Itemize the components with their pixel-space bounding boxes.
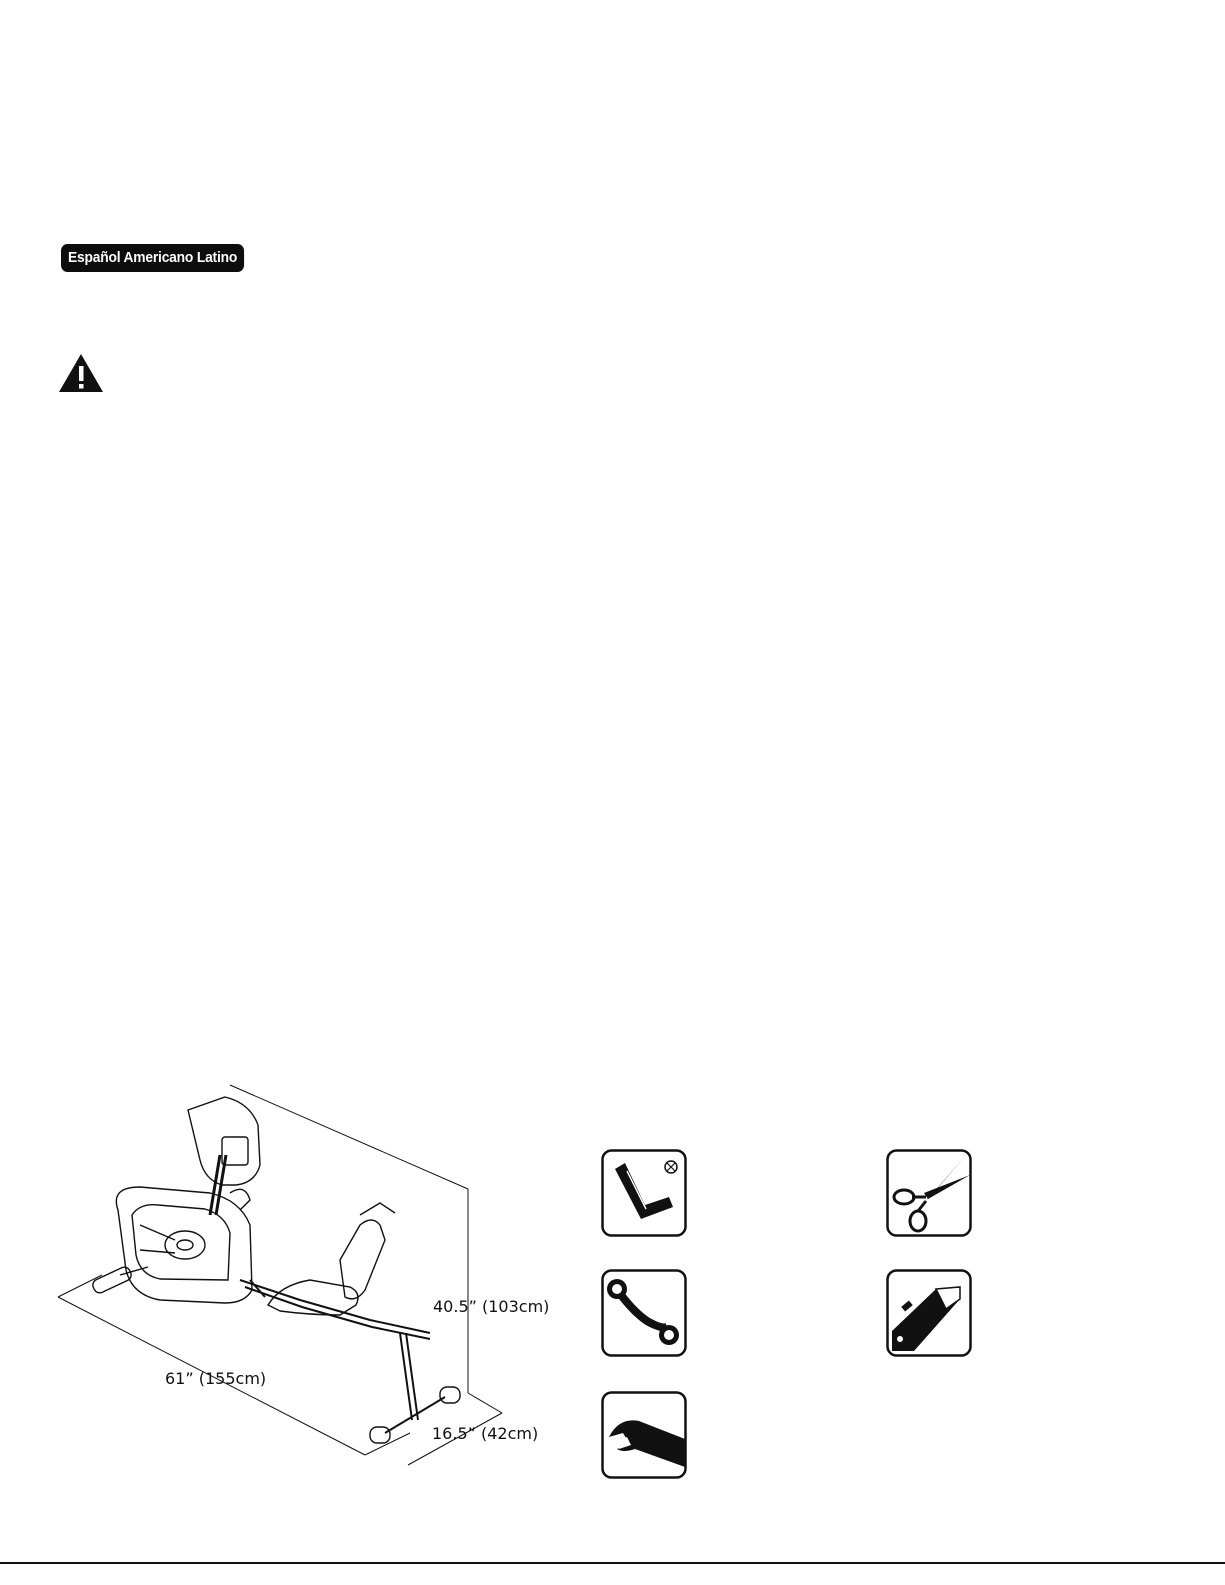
combination-wrench-icon — [601, 1269, 687, 1357]
utility-knife-icon — [886, 1269, 972, 1357]
page-bottom-rule — [0, 1562, 1225, 1564]
height-dimension-label: 40.5” (103cm) — [433, 1297, 550, 1316]
hex-key-icon — [601, 1149, 687, 1237]
open-end-wrench-icon — [601, 1391, 687, 1479]
language-badge: Español Americano Latino — [61, 244, 244, 272]
length-dimension-label: 61” (155cm) — [165, 1369, 267, 1388]
scissors-icon — [886, 1149, 972, 1237]
width-dimension-label: 16.5” (42cm) — [432, 1424, 539, 1443]
warning-triangle-icon — [58, 353, 104, 393]
